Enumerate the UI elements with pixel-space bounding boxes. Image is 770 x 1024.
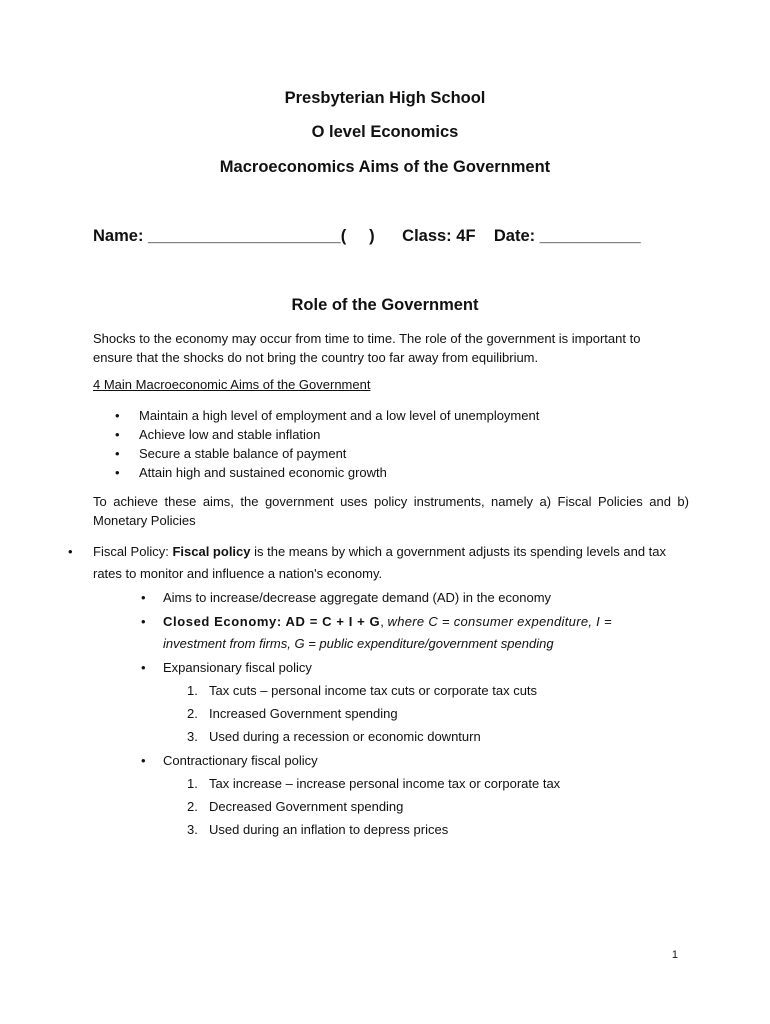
- section-title: Role of the Government: [291, 296, 479, 314]
- list-item: 1. Tax increase – increase personal income tax or corporate tax: [187, 776, 561, 791]
- fiscal-policy-item: [68, 541, 688, 585]
- bullet-icon: •: [115, 408, 120, 423]
- class-label: Class: 4F: [402, 227, 476, 245]
- name-field: Name: _____________________( ): [93, 227, 375, 245]
- bullet-icon: •: [141, 614, 146, 629]
- list-item: 2. Increased Government spending: [187, 706, 398, 721]
- bullet-icon: •: [141, 660, 146, 675]
- bullet-icon: •: [141, 753, 146, 768]
- fiscal-policy-term: Fiscal policy: [172, 544, 251, 559]
- list-item: 3. Used during an inflation to depress prices: [187, 822, 449, 837]
- list-item: 2. Decreased Government spending: [187, 799, 404, 814]
- list-item: 3. Used during a recession or economic downturn: [187, 729, 481, 744]
- bullet-icon: •: [115, 465, 120, 480]
- bullet-icon: •: [68, 544, 73, 559]
- bullet-icon: •: [115, 446, 120, 461]
- intro-paragraph: Shocks to the economy may occur from time to time. The role of the government is important to ensure that the shocks do not bring the country too far away from equilibrium.: [93, 331, 641, 365]
- topic-title: Macroeconomics Aims of the Government: [219, 158, 551, 176]
- aims-heading: 4 Main Macroeconomic Aims of the Government: [93, 377, 371, 392]
- aims-list: [93, 406, 539, 482]
- list-item: • Achieve low and stable inflation: [115, 427, 321, 442]
- bullet-icon: •: [115, 427, 120, 442]
- list-item: • Attain high and sustained economic growth: [115, 465, 387, 480]
- name-class-date-line: [93, 227, 641, 246]
- date-field: Date: ___________: [493, 227, 641, 245]
- bullet-icon: •: [141, 590, 146, 605]
- list-item: 1. Tax cuts – personal income tax cuts or corporate tax cuts: [187, 683, 538, 698]
- fiscal-policy-text: Fiscal Policy: Fiscal policy is the means by which a government adjusts its spending levels and tax rates to monitor and influence a nation's economy.: [93, 544, 667, 581]
- achieve-paragraph: To achieve these aims, the government uses policy instruments, namely a) Fiscal Policies and b) Monetary Policies: [93, 494, 689, 528]
- list-item: • Secure a stable balance of payment: [115, 446, 347, 461]
- page-number: 1: [671, 949, 678, 961]
- subject-title: O level Economics: [311, 123, 459, 141]
- list-item: • Maintain a high level of employment and a low level of unemployment: [115, 408, 540, 423]
- school-title: Presbyterian High School: [284, 89, 486, 107]
